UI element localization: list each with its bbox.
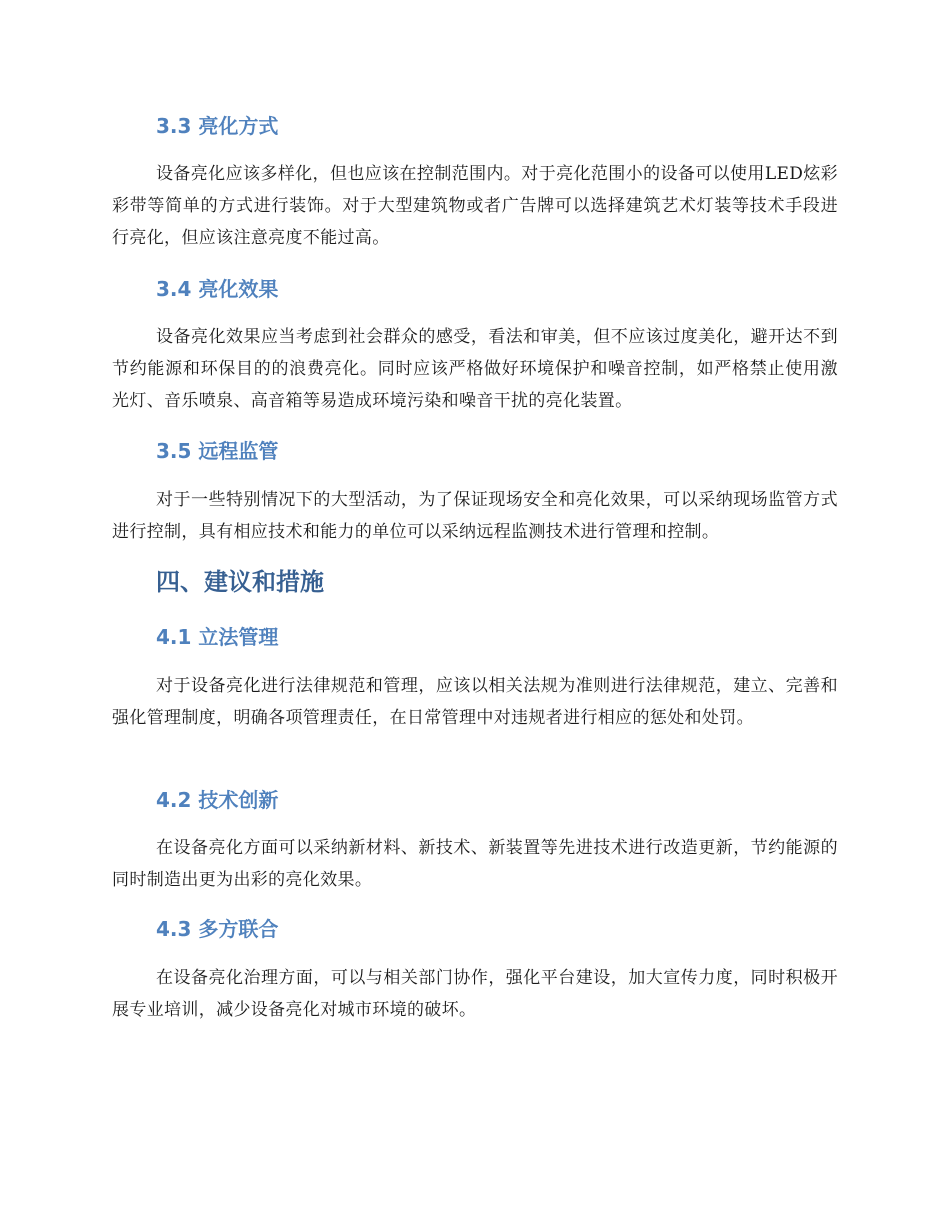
section-heading-4-1: 4.1 立法管理 — [156, 625, 279, 649]
paragraph-3-3: 设备亮化应该多样化，但也应该在控制范围内。对于亮化范围小的设备可以使用LED炫彩彩带等简单的方式进行装饰。对于大型建筑物或者广告牌可以选择建筑艺术灯装等技术手段进行亮化，但应该注意亮度不能过高。 — [112, 164, 838, 248]
paragraph-4-3: 在设备亮化治理方面，可以与相关部门协作，强化平台建设，加大宣传力度，同时积极开展专业培训，减少设备亮化对城市环境的破坏。 — [112, 968, 838, 1020]
paragraph-3-5: 对于一些特别情况下的大型活动，为了保证现场安全和亮化效果，可以采纳现场监管方式进行控制，具有相应技术和能力的单位可以采纳远程监测技术进行管理和控制。 — [112, 490, 838, 542]
section-heading-3-3: 3.3 亮化方式 — [156, 114, 279, 138]
paragraph-3-4: 设备亮化效果应当考虑到社会群众的感受，看法和审美，但不应该过度美化，避开达不到节约能源和环保目的的浪费亮化。同时应该严格做好环境保护和噪音控制，如严格禁止使用激光灯、音乐喷泉、高音箱等易造成环境污染和噪音干扰的亮化装置。 — [112, 327, 838, 411]
chapter-heading-4: 四、建议和措施 — [156, 568, 324, 596]
section-heading-3-5: 3.5 远程监管 — [156, 439, 279, 463]
section-heading-4-3: 4.3 多方联合 — [156, 917, 279, 941]
section-heading-4-2: 4.2 技术创新 — [156, 788, 279, 812]
section-heading-3-4: 3.4 亮化效果 — [156, 277, 279, 301]
paragraph-4-1: 对于设备亮化进行法律规范和管理，应该以相关法规为准则进行法律规范，建立、完善和强化管理制度，明确各项管理责任，在日常管理中对违规者进行相应的惩处和处罚。 — [112, 676, 838, 728]
paragraph-4-2: 在设备亮化方面可以采纳新材料、新技术、新装置等先进技术进行改造更新，节约能源的同时制造出更为出彩的亮化效果。 — [112, 838, 838, 890]
